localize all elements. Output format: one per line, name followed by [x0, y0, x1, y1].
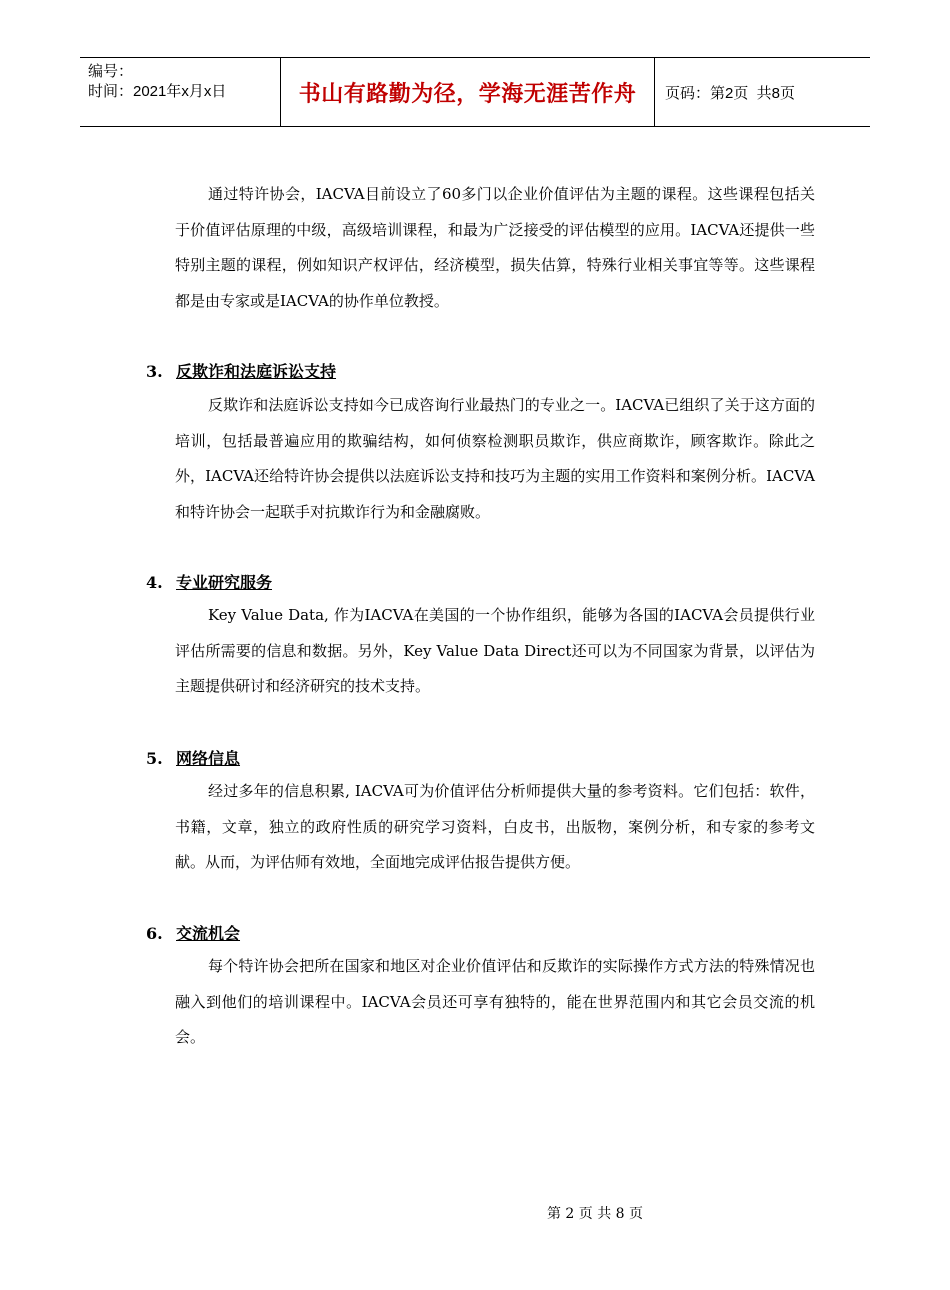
page-footer: 第 2 页 共 8 页 — [546, 1206, 644, 1222]
section-body-6: 每个特许协会把所在国家和地区对企业价值评估和反欺诈的实际操作方式方法的特殊情况也融入到他们的培训课程中。IACVA会员还可享有独特的，能在世界范围内和其它会员交流的机会。 — [175, 957, 815, 1046]
section-heading-6 — [146, 921, 240, 944]
section-title: 网络信息 — [176, 749, 241, 768]
section-heading-3 — [146, 359, 336, 382]
header-page-info — [655, 58, 870, 126]
document-number-label: 编号： — [88, 63, 134, 80]
section-body-4: Key Value Data, 作为IACVA在美国的一个协作组织，能够为各国的IACVA会员提供行业评估所需要的信息和数据。另外，Key Value Data Direct还可以为不同国家为背景，以评估为主题提供研讨和经济研究的技术支持。 — [175, 606, 815, 695]
section-body-3: 反欺诈和法庭诉讼支持如今已成咨询行业最热门的专业之一。IACVA已组织了关于这方面的培训，包括最普遍应用的欺骗结构，如何侦察检测职员欺诈，供应商欺诈，顾客欺诈。除此之外，IACVA还给特许协会提供以法庭诉讼支持和技巧为主题的实用工作资料和案例分析。IACVA和特许协会一起联手对抗欺诈行为和金融腐败。 — [175, 396, 815, 521]
section-title: 交流机会 — [176, 924, 241, 943]
section-number: 6. — [146, 924, 163, 943]
section-heading-4 — [146, 570, 272, 593]
section-heading-5 — [146, 746, 240, 769]
section-number: 3. — [146, 362, 163, 381]
document-time-label: 时间：2021年x月x日 — [88, 83, 227, 100]
section-body-5: 经过多年的信息积累, IACVA可为价值评估分析师提供大量的参考资料。它们包括：软件，书籍，文章，独立的政府性质的研究学习资料，白皮书，出版物，案例分析，和专家的参考文献。从而，为评估师有效地，全面地完成评估报告提供方便。 — [175, 782, 815, 871]
page-header — [80, 57, 870, 127]
section-title: 反欺诈和法庭诉讼支持 — [176, 362, 337, 381]
section-title: 专业研究服务 — [176, 573, 273, 592]
section-number: 5. — [146, 749, 163, 768]
section-number: 4. — [146, 573, 163, 592]
header-motto: 书山有路勤为径，学海无涯苦作舟 — [281, 58, 655, 126]
header-page-label: 页码：第2页 共8页 — [665, 84, 796, 102]
intro-paragraph: 通过特许协会，IACVA目前设立了60多门以企业价值评估为主题的课程。这些课程包括关于价值评估原理的中级，高级培训课程，和最为广泛接受的评估模型的应用。IACVA还提供一些特别主题的课程，例如知识产权评估，经济模型，损失估算，特殊行业相关事宜等等。这些课程都是由专家或是IACVA的协作单位教授。 — [175, 185, 815, 310]
header-meta — [80, 58, 281, 126]
